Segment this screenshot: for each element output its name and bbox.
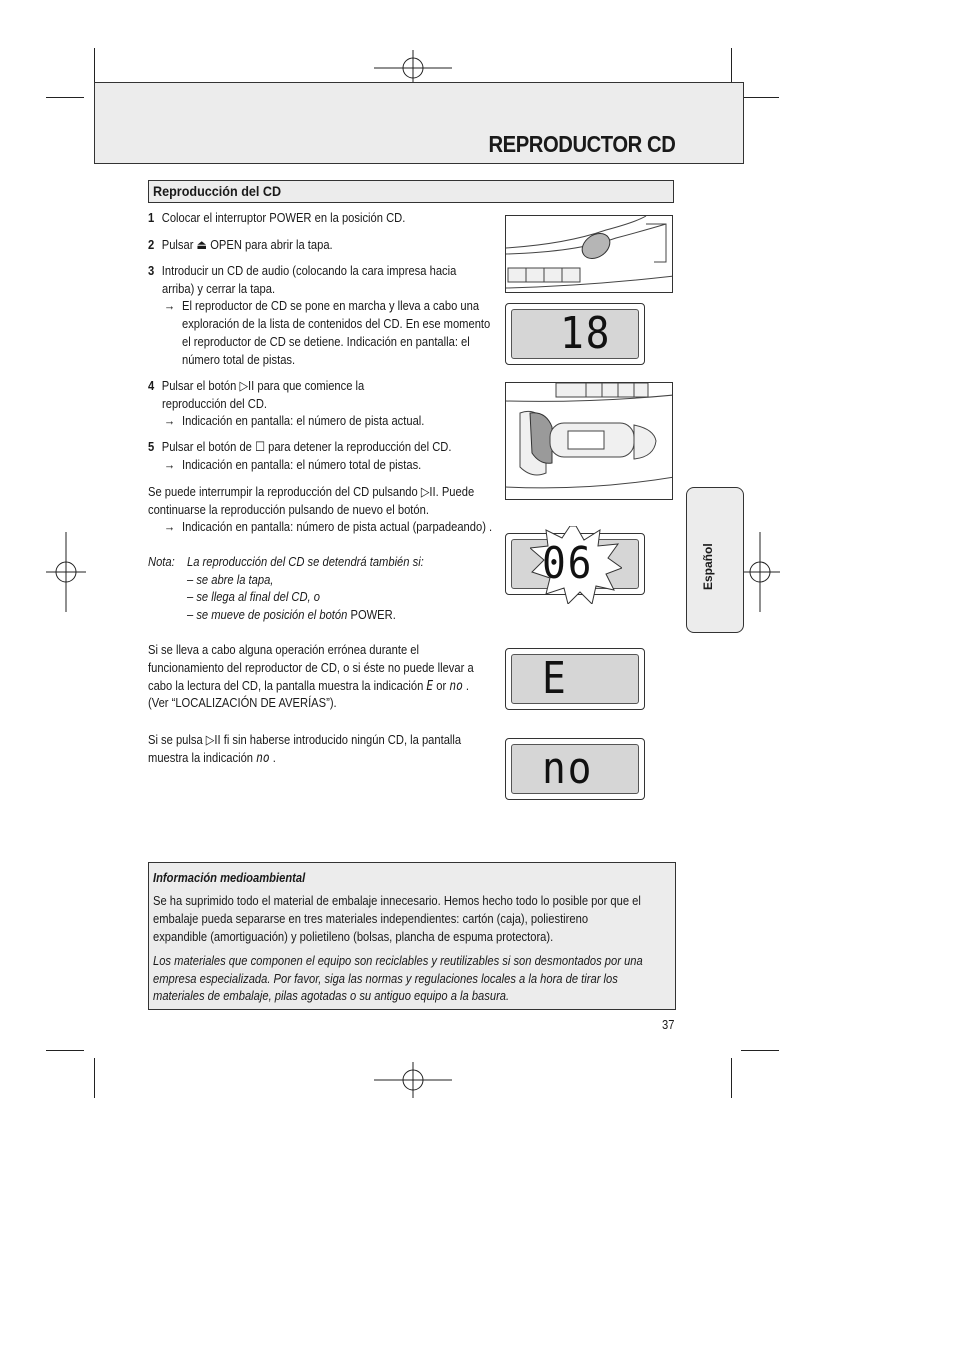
lcd-display-no-disc	[505, 738, 645, 800]
result-text: Indicación en pantalla: el número de pista actual.	[182, 413, 425, 428]
lcd-screen	[511, 309, 639, 359]
step-number: 5	[148, 439, 155, 454]
code-no: no	[256, 751, 270, 766]
period-text: .	[272, 750, 276, 765]
result-text: Indicación en pantalla: el número total de pistas.	[182, 457, 422, 472]
step-number: 3	[148, 263, 155, 278]
result-text: exploración de la lista de contenidos del CD. En ese momento	[182, 316, 491, 331]
step-text: Pulsar el botón ▷II para que comience la	[161, 378, 365, 393]
error-text: Si se lleva a cabo alguna operación errónea durante el	[148, 642, 419, 657]
or-text: or	[436, 678, 447, 693]
arrow-icon: →	[164, 457, 176, 472]
lcd-digits: no	[542, 743, 594, 794]
lcd-screen	[511, 539, 639, 589]
step-text: reproducción del CD.	[162, 396, 268, 411]
result-text: El reproductor de CD se pone en marcha y lleva a cabo una	[182, 298, 480, 313]
env-paragraph: Los materiales que componen el equipo son reciclables y reutilizables si son desmontados por una	[153, 953, 643, 968]
language-tab	[686, 487, 744, 633]
step-number: 1	[148, 210, 155, 225]
note-power: POWER.	[350, 607, 396, 622]
note-item: – se llega al final del CD, o	[187, 589, 321, 604]
note-item-text: – se mueve de posición el botón	[187, 607, 348, 622]
registration-mark-icon	[740, 532, 780, 612]
env-paragraph: empresa especializada. Por favor, siga las normas y regulaciones locales a la hora de tirar los	[153, 971, 618, 986]
registration-mark-icon	[374, 1062, 452, 1098]
step-text: Pulsar ⏏ OPEN para abrir la tapa.	[161, 237, 333, 252]
lcd-digits: 18	[560, 308, 612, 359]
step-text: arriba) y cerrar la tapa.	[162, 281, 276, 296]
error-text: (Ver “LOCALIZACIÓN DE AVERÍAS”).	[148, 695, 337, 710]
section-title: Reproducción del CD	[153, 183, 282, 199]
pause-text: continuarse la reproducción pulsando de nuevo el botón.	[148, 502, 429, 517]
step-2	[148, 236, 333, 254]
period-text: .	[465, 678, 470, 693]
crop-mark	[741, 97, 779, 98]
step-3	[148, 262, 457, 280]
nocd-text-line	[148, 749, 276, 768]
step-text: Introducir un CD de audio (colocando la cara impresa hacia	[161, 263, 457, 278]
result-text: Indicación en pantalla: número de pista actual (parpadeando) .	[182, 519, 493, 534]
lcd-screen	[511, 654, 639, 704]
error-text-line	[148, 677, 469, 696]
note-item: – se abre la tapa,	[187, 572, 274, 587]
crop-mark	[94, 1058, 95, 1098]
crop-mark	[731, 1058, 732, 1098]
lcd-screen	[511, 744, 639, 794]
step-4	[148, 377, 365, 395]
note-label: Nota:	[148, 554, 175, 569]
cd-lid-illustration	[505, 215, 673, 293]
code-no: no	[449, 679, 463, 694]
cd-player-controls-icon	[506, 383, 673, 500]
cd-play-illustration	[505, 382, 673, 500]
nocd-text: Si se pulsa ▷II fi sin haberse introducido ningún CD, la pantalla	[148, 732, 462, 747]
lcd-display-total-tracks	[505, 303, 645, 365]
step-5	[148, 438, 452, 456]
result-text: número total de pistas.	[182, 352, 296, 367]
env-title: Información medioambiental	[153, 870, 306, 885]
arrow-icon: →	[164, 519, 176, 534]
cd-player-open-icon	[506, 216, 673, 293]
env-paragraph: expandible (amortiguación) y polietileno (bolsas, plancha de espuma protectora).	[153, 929, 554, 944]
step-text: Colocar el interruptor POWER en la posición CD.	[161, 210, 406, 225]
environmental-info-box	[148, 862, 676, 1010]
page-number: 37	[662, 1017, 675, 1032]
lcd-digits: E	[542, 653, 568, 704]
step-text: Pulsar el botón de ☐ para detener la reproducción del CD.	[161, 439, 452, 454]
pause-text: Se puede interrumpir la reproducción del CD pulsando ▷II. Puede	[148, 484, 475, 499]
page-title: REPRODUCTOR CD	[488, 131, 675, 157]
error-text: funcionamiento del reproductor de CD, o si éste no puede llevar a	[148, 660, 474, 675]
note-item	[187, 606, 396, 624]
language-tab-label: Español	[701, 543, 715, 590]
nocd-text: muestra la indicación	[148, 750, 254, 765]
arrow-icon: →	[164, 298, 176, 313]
arrow-icon: →	[164, 413, 176, 428]
step-1	[148, 209, 406, 227]
lcd-digits: 06	[542, 538, 594, 589]
lcd-display-error	[505, 648, 645, 710]
step-number: 2	[148, 237, 155, 252]
lcd-display-current-track	[505, 533, 645, 595]
crop-mark	[46, 1050, 84, 1051]
result-text: el reproductor de CD se detiene. Indicación en pantalla: el	[182, 334, 470, 349]
registration-mark-icon	[46, 532, 86, 612]
env-paragraph: embalaje pueda separarse en tres materiales independientes: cartón (caja), poliestireno	[153, 911, 589, 926]
registration-mark-icon	[374, 50, 452, 86]
error-text: cabo la lectura del CD, la pantalla muestra la indicación	[148, 678, 424, 693]
crop-mark	[46, 97, 84, 98]
section-heading	[148, 180, 674, 203]
step-number: 4	[148, 378, 155, 393]
env-paragraph: materiales de embalaje, pilas agotadas o su antiguo equipo a la basura.	[153, 988, 510, 1003]
note-text: La reproducción del CD se detendrá también si:	[187, 554, 424, 569]
env-paragraph: Se ha suprimido todo el material de embalaje innecesario. Hemos hecho todo lo posible por que el	[153, 893, 641, 908]
crop-mark	[741, 1050, 779, 1051]
page-header	[94, 82, 744, 164]
code-e: E	[426, 679, 434, 694]
